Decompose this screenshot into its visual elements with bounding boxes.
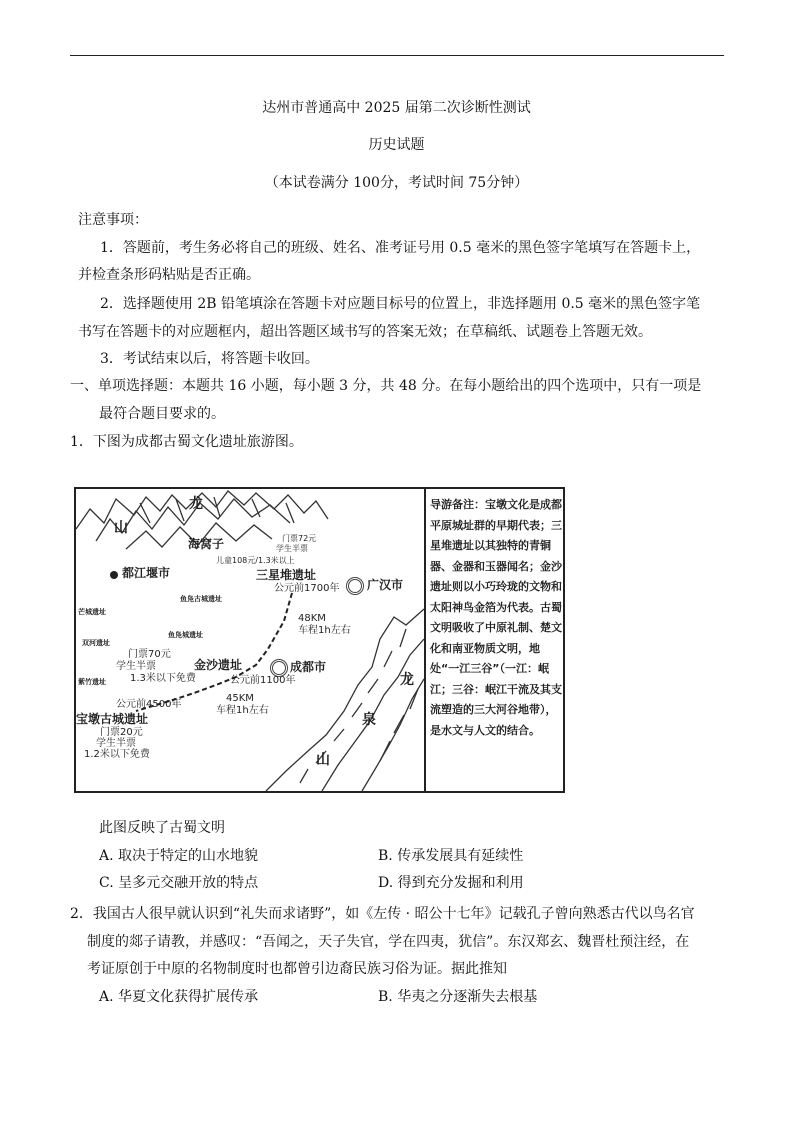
marker-guanghan — [346, 577, 364, 595]
label-yubao-site: 鱼凫城遗址 — [168, 631, 203, 639]
tourism-map — [74, 487, 565, 793]
section-heading-cont: 最符合题目要求的。 — [99, 406, 225, 422]
label-mangcheng-site: 芒城遗址 — [78, 608, 106, 616]
q1-option-d[interactable]: D. 得到充分发掘和利用 — [378, 875, 524, 891]
label-dist-2: 45KM — [226, 693, 254, 704]
question-2-line-1: 2．我国古人很早就认识到“礼失而求诸野”，如《左传 · 昭公十七年》记载孔子曾向熟悉古代以鸟名官 — [70, 906, 695, 922]
label-time-1: 车程1h左右 — [298, 625, 351, 636]
label-zizhu-site: 紫竹遗址 — [78, 678, 106, 686]
q1-option-a[interactable]: A. 取决于特定的山水地貌 — [99, 848, 259, 864]
marker-dujiangyan — [110, 571, 118, 579]
label-guanghan: 广汉市 — [367, 578, 404, 592]
label-haiwozi: 海窝子 — [188, 537, 225, 551]
question-1-stem: 1．下图为成都古蜀文化遗址旅游图。 — [70, 434, 303, 450]
guide-note: 导游备注：宝墩文化是成都平原城址群的早期代表；三星堆遗址以其独特的青铜器、金器和玉器闻名；金沙遗址则以小巧玲珑的文物和太阳神鸟金箔为代表。古蜀文明吸收了中原礼制、楚文化和南亚物质文明，地处“一江三谷”（一江：岷江；三谷：岷江干流及其支流塑造的三大河谷地带），是水文与人文的结合。 — [430, 498, 562, 737]
map-drawing — [76, 489, 426, 791]
jsh-ticket: 门票70元 — [128, 649, 171, 660]
exam-info: （本试卷满分 100分，考试时间 75分钟） — [264, 175, 529, 191]
label-sanxingdui: 三星堆遗址 — [256, 568, 317, 582]
label-yufu-site: 鱼凫古城遗址 — [180, 595, 222, 603]
sxd-child: 儿童108元/1.3米以上 — [216, 556, 295, 565]
bd-ticket: 门票20元 — [100, 727, 143, 738]
bd-free: 1.2米以下免费 — [84, 749, 150, 760]
question-1-prompt: 此图反映了古蜀文明 — [99, 820, 225, 836]
question-2-line-2: 制度的郯子请教，并感叹：“吾闻之，天子失官，学在四夷，犹信”。东汉郑玄、魏晋杜预注经，在 — [87, 934, 690, 950]
label-cd-era: 公元前1100年 — [230, 675, 296, 686]
notice-item-2-cont: 书写在答题卡的对应题框内，超出答题区域书写的答案无效；在草稿纸、试题卷上答题无效。 — [78, 324, 652, 340]
notice-item-1-cont: 并检查条形码粘贴是否正确。 — [78, 267, 260, 283]
label-dujiangyan: 都江堰市 — [122, 566, 171, 580]
label-jinsha: 金沙遗址 — [194, 658, 243, 672]
label-bd-era: 公元前4500年 — [116, 699, 182, 710]
jsh-free: 1.3米以下免费 — [130, 673, 196, 684]
label-dist-1: 48KM — [298, 613, 326, 624]
label-shuanghe-site: 双河遗址 — [82, 639, 110, 647]
notice-item-1: 1．答题前，考生务必将自己的班级、姓名、准考证号用 0.5 毫米的黑色签字笔填写在答题卡上， — [100, 240, 701, 256]
notice-item-2: 2．选择题使用 2B 铅笔填涂在答题卡对应题目标号的位置上，非选择题用 0.5 毫米的黑色签字笔 — [100, 296, 701, 312]
q2-option-a[interactable]: A. 华夏文化获得扩展传承 — [99, 989, 259, 1005]
sxd-ticket: 门票72元 — [282, 534, 317, 543]
label-longquan-shan: 山 — [316, 752, 330, 768]
label-chengdu: 成都市 — [290, 660, 327, 674]
notice-heading: 注意事项： — [78, 212, 148, 228]
label-shan: 山 — [114, 520, 128, 536]
bd-student: 学生半票 — [96, 738, 136, 749]
q1-option-c[interactable]: C. 呈多元交融开放的特点 — [99, 875, 259, 891]
label-longquan-long: 龙 — [400, 672, 414, 688]
q2-option-b[interactable]: B. 华夷之分逐渐失去根基 — [378, 989, 538, 1005]
notice-item-3: 3．考试结束以后，将答题卡收回。 — [100, 351, 319, 367]
sxd-student: 学生半票 — [276, 544, 308, 553]
label-sxd-era: 公元前1700年 — [274, 583, 340, 594]
jsh-student: 学生半票 — [116, 661, 156, 672]
question-2-line-3: 考证原创于中原的名物制度时也都曾引边裔民族习俗为证。据此推知 — [87, 961, 507, 977]
label-longquan-quan: 泉 — [362, 712, 376, 728]
label-baodun: 宝墩古城遗址 — [76, 712, 149, 726]
top-rule — [70, 55, 724, 56]
subject-title: 历史试题 — [368, 137, 425, 153]
section-heading: 一、单项选择题：本题共 16 小题，每小题 3 分，共 48 分。在每小题给出的四个选项中，只有一项是 — [70, 378, 702, 394]
exam-title: 达州市普通高中 2025 届第二次诊断性测试 — [262, 100, 531, 116]
label-long: 龙 — [189, 496, 203, 512]
q1-option-b[interactable]: B. 传承发展具有延续性 — [378, 848, 524, 864]
label-time-2: 车程1h左右 — [216, 705, 269, 716]
